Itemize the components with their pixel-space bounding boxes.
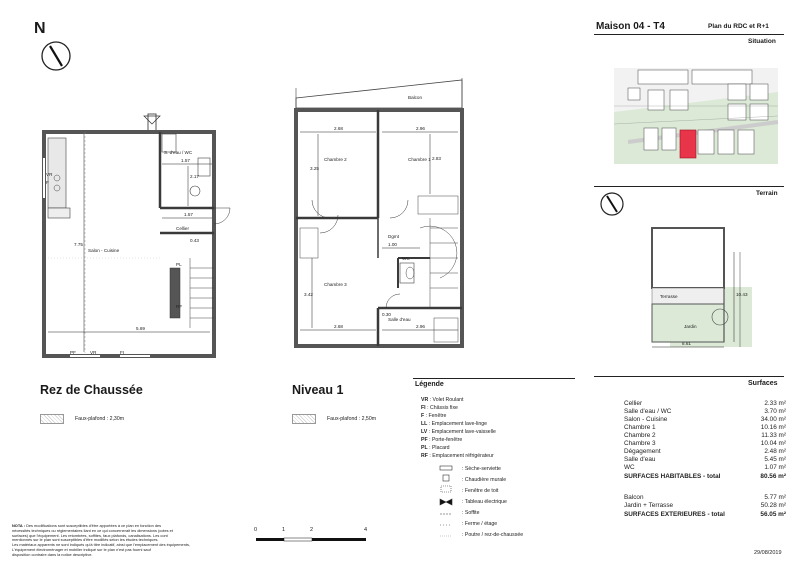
surface-row: Jardin + Terrasse 50.28 m² <box>624 502 786 509</box>
note-line: Des modifications sont susceptibles d'être apportées à ce plan en fonction des <box>26 523 162 528</box>
legend-item: LL : Emplacement lave-linge <box>421 421 488 427</box>
situation-map <box>608 52 780 170</box>
legend-item: F : Fenêtre <box>421 413 447 419</box>
surface-row: Cellier 2.33 m² <box>624 400 786 407</box>
legend-divider <box>413 378 575 379</box>
note-line: L'équipement électroménager et mobilier indiqué sur le plan n'est pas fourni sauf <box>12 546 151 552</box>
legend-symbol-text: : Tableau électrique <box>462 499 507 505</box>
surface-row: Dégagement 2.48 m² <box>624 448 786 455</box>
surface-row: Salle d'eau / WC 3.70 m² <box>624 408 786 415</box>
scale-tick-1: 1 <box>282 527 286 533</box>
electric-panel-icon <box>440 499 446 505</box>
n1-dim-ch2-w: 2.68 <box>334 126 343 131</box>
n1-faux-plafond-swatch <box>292 414 316 424</box>
note-line: Les matériaux apparents ne sont indiqués qu'à titre indicatif, ainsi que l'emplacement des équipements, <box>12 542 190 548</box>
terrain-jardin: Jardin <box>684 324 697 329</box>
towel-dryer-icon <box>440 466 452 470</box>
surface-total-exterior: SURFACES EXTERIEURES - total 56.05 m² <box>624 511 786 518</box>
n1-room-sdo: Salle d'eau <box>388 317 411 322</box>
rdc-code-f: F <box>46 180 49 185</box>
terrain-north-icon <box>598 190 628 220</box>
rdc-dim-height: 7.75 <box>74 242 83 247</box>
rdc-faux-plafond: Faux-plafond : 2,30m <box>75 416 125 422</box>
rdc-code-vr-b: VR <box>90 350 97 355</box>
rdc-dim-cellier-h: 0.43 <box>190 238 199 243</box>
legend-title: Légende <box>415 381 444 388</box>
scale-tick-2: 2 <box>310 527 314 533</box>
rdc-dim-cellier-w: 1.57 <box>184 212 193 217</box>
house-title: Maison 04 - T4 <box>596 21 665 32</box>
n1-room-dgmt: Dgmt <box>388 234 399 239</box>
legend-symbol-text: : Soffite <box>462 510 480 516</box>
rdc-room-salon: Salon - Cuisine <box>88 248 120 253</box>
n1-dim-ch2-h: 3.25 <box>310 166 319 171</box>
n1-dim-sdo-w: 2.96 <box>416 324 425 329</box>
legend-item: FI : Châssis fixe <box>421 405 458 411</box>
terrain-dim-h: 10.43 <box>736 292 748 297</box>
terrain-terrasse: Terrasse <box>660 294 678 299</box>
rdc-code-rf: RF <box>176 304 183 309</box>
roof-window-icon <box>441 486 451 492</box>
terrain-label: Terrain <box>756 190 778 197</box>
note-line: disposition contraire dans la notice descriptive. <box>12 551 93 557</box>
scale-tick-0: 0 <box>254 527 258 533</box>
scale-bar <box>256 534 368 546</box>
n1-dim-ch3-w: 2.68 <box>334 324 343 329</box>
n1-room-balcon: Balcon <box>408 95 423 100</box>
n1-dim-ch3-h: 3.42 <box>304 292 313 297</box>
note-line: surfaces) que l'équipement. Les retombées, soffites, faux plafonds, canalisations. Les cont <box>12 532 168 538</box>
surface-row: Salle d'eau 5.45 m² <box>624 456 786 463</box>
plan-rdc <box>40 118 230 363</box>
rdc-title: Rez de Chaussée <box>40 383 143 397</box>
n1-dim-dgmt-w: 1.00 <box>388 242 397 247</box>
legend-symbol-text: : Fenêtre de toit <box>462 488 499 494</box>
n1-faux-plafond: Faux-plafond : 2,50m <box>327 416 377 422</box>
legend-symbol-list <box>462 466 572 556</box>
rdc-code-pf: PF <box>70 350 76 355</box>
terrain-dim-w: 8.61 <box>682 341 691 346</box>
surface-row: Balcon 5.77 m² <box>624 494 786 501</box>
legend-symbol-text: : Ferme / étage <box>462 521 498 527</box>
surface-row: WC 1.07 m² <box>624 464 786 471</box>
legend-item: VR : Volet Roulant <box>421 397 464 403</box>
plan-label: Plan du RDC et R+1 <box>708 23 769 30</box>
plan-niveau1 <box>290 78 470 350</box>
surface-row: Chambre 1 10.16 m² <box>624 424 786 431</box>
surfaces-title: Surfaces <box>748 380 778 387</box>
surface-row: Salon - Cuisine 34.00 m² <box>624 416 786 423</box>
rdc-code-pl: PL <box>176 262 182 267</box>
surface-row: Chambre 2 11.33 m² <box>624 432 786 439</box>
scale-tick-4: 4 <box>364 527 368 533</box>
rdc-dim-sdo-w: 1.57 <box>181 158 190 163</box>
n1-dim-ch1-w: 2.96 <box>416 126 425 131</box>
rdc-room-sdo-wc: S. d'eau / WC <box>164 150 193 155</box>
surfaces-divider <box>594 376 784 377</box>
legend-symbol-text: : Sèche-serviette <box>462 466 501 472</box>
n1-room-ch2: Chambre 2 <box>324 157 347 162</box>
terrain-plan <box>640 212 752 352</box>
legend-item: LV : Emplacement lave-vaisselle <box>421 429 496 435</box>
legend-item: RF : Emplacement réfrigérateur <box>421 453 494 459</box>
n1-room-ch1: Chambre 1 <box>408 157 431 162</box>
rdc-room-cellier: Cellier <box>176 226 190 231</box>
document-date: 29/08/2019 <box>754 550 782 556</box>
north-label: N <box>34 20 46 37</box>
selected-house-marker <box>680 130 696 158</box>
surface-row: Chambre 3 10.04 m² <box>624 440 786 447</box>
situation-label: Situation <box>748 38 776 45</box>
n1-room-wc: WC <box>402 256 410 261</box>
note-line: mentionnés sur le plan sont susceptibles d'être modifiés selon les études techniques. <box>12 537 159 543</box>
rdc-code-fi: FI <box>120 350 125 355</box>
legend-symbol-text: : Poutre / rez-de-chaussée <box>462 532 524 538</box>
legend-symbol-text: : Chaudière murale <box>462 477 507 483</box>
header-divider <box>594 34 784 35</box>
note-line: nécessités techniques ou réglementaires liant en ce qui concernerait les dimensions (cotes et <box>12 527 173 533</box>
note-label: NOTA : <box>12 523 25 528</box>
n1-dim-sdo-h: 0.30 <box>382 312 391 317</box>
n1-title: Niveau 1 <box>292 383 344 397</box>
rdc-dim-sdo-h: 2.17 <box>190 174 199 179</box>
surface-total-habitable: SURFACES HABITABLES - total 80.56 m² <box>624 473 786 480</box>
boiler-icon <box>443 475 449 481</box>
legend-item: PL : Placard <box>421 445 450 451</box>
north-arrow-icon <box>38 38 78 78</box>
rdc-code-vr: VR <box>46 172 53 177</box>
note-block <box>12 524 217 560</box>
situation-divider <box>594 186 784 187</box>
surfaces-table <box>624 400 786 540</box>
n1-room-ch3: Chambre 3 <box>324 282 347 287</box>
legend-item: PF : Porte-fenêtre <box>421 437 463 443</box>
rdc-faux-plafond-swatch <box>40 414 64 424</box>
rdc-dim-width: 5.69 <box>136 326 145 331</box>
n1-dim-ch1-h: 2.83 <box>432 156 441 161</box>
